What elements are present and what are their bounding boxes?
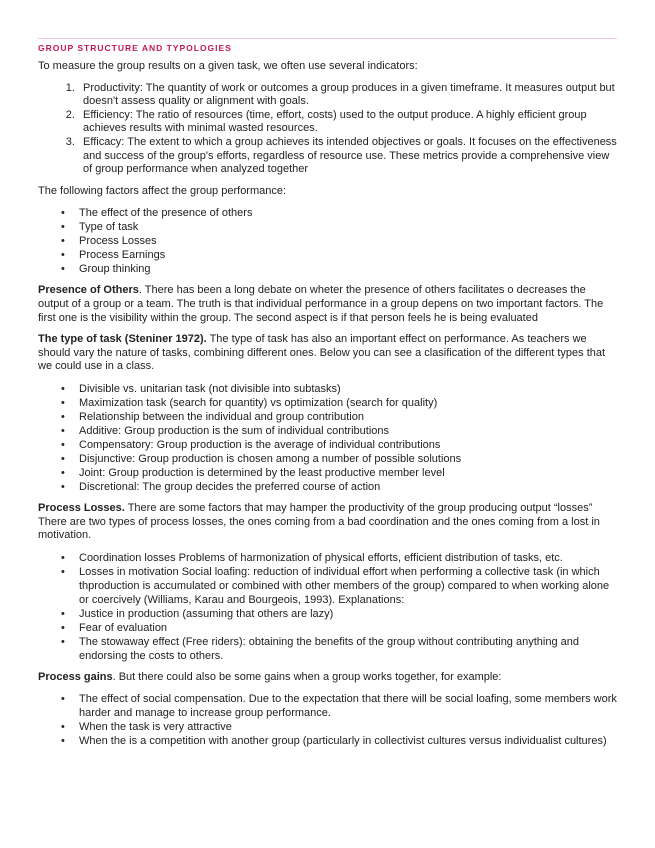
bullet-icon: • (61, 735, 65, 748)
losses-list (38, 551, 617, 663)
bullet-icon: • (61, 396, 65, 409)
bullet-icon: • (61, 207, 65, 220)
task-paragraph: The type of task (Steniner 1972). The type of task has also an important effect on performance. As teachers we should vary the nature of tasks, combining different ones. Below you can see a clasification of the different types that we could use in a class. (38, 333, 606, 373)
factors-list (38, 206, 617, 276)
gains-title: Process gains (38, 670, 113, 683)
bullet-icon: • (61, 565, 65, 578)
list-item: • Disjunctive: Group production is chosen among a number of possible solutions (61, 452, 462, 465)
list-item: • Group thinking (61, 263, 151, 276)
bullet-icon: • (61, 452, 65, 465)
list-item: • Fear of evaluation (61, 621, 168, 634)
presence-title: Presence of Others (38, 284, 139, 297)
bullet-icon: • (61, 221, 65, 234)
bullet-icon: • (61, 721, 65, 734)
list-item: • Coordination losses Problems of harmonization of physical efforts, efficient distribution of tasks, etc. (61, 551, 563, 564)
bullet-icon: • (61, 263, 65, 276)
bullet-icon: • (61, 235, 65, 248)
list-item: • Compensatory: Group production is the average of individual contributions (61, 438, 441, 451)
bullet-icon: • (61, 607, 65, 620)
bullet-icon: • (61, 466, 65, 479)
bullet-icon: • (61, 249, 65, 262)
bullet-icon: • (61, 635, 65, 648)
list-item: • Joint: Group production is determined by the least productive member level (61, 466, 445, 479)
list-item: • Type of task (61, 221, 139, 234)
list-item: • Divisible vs. unitarian task (not divisible into subtasks) (61, 382, 341, 395)
list-item: • Additive: Group production is the sum of individual contributions (61, 424, 390, 437)
gains-list (38, 692, 617, 748)
indicator-item: 2. Efficiency: The ratio of resources (time, effort, costs) used to the output produce. A highly efficient group achieves results with minimal wasted resources. (78, 109, 617, 136)
task-title: The type of task (Steniner 1972). (38, 333, 207, 346)
list-item: • Maximization task (search for quantity) vs optimization (search for quality) (61, 396, 438, 409)
indicator-item: 1. Productivity: The quantity of work or outcomes a group produces in a given timeframe. It measures output but doesn't assess quality or alignment with goals. (78, 82, 617, 109)
bullet-icon: • (61, 438, 65, 451)
bullet-icon: • (61, 621, 65, 634)
list-item: • Process Earnings (61, 249, 166, 262)
list-item: • When the is a competition with another group (particularly in collectivist cultures versus individualist cultures) (61, 735, 607, 748)
indicators-list (38, 82, 617, 177)
list-item: • The effect of social compensation. Due to the expectation that there will be social loafing, some members work harder and manage to increase group performance. (61, 693, 617, 720)
top-rule (38, 38, 617, 39)
task-types-list (38, 382, 617, 494)
list-item: • Justice in production (assuming that others are lazy) (61, 607, 334, 620)
list-item: • When the task is very attractive (61, 721, 232, 734)
list-item: • Process Losses (61, 235, 157, 248)
losses-paragraph: Process Losses. There are some factors that may hamper the productivity of the group producing output “losses” There are two types of process losses, the ones coming from a bad coordination and the ones coming from a lost in motivation. (38, 501, 600, 542)
indicator-item: 3. Efficacy: The extent to which a group achieves its intended objectives or goals. It focuses on the effectiveness and success of the group's efforts, regardless of resource use. These metrics provide a comprehensive view of group performance when analyzed together (78, 136, 617, 177)
presence-paragraph: Presence of Others. There has been a long debate on wheter the presence of others facilitates o decreases the output of a group or a team. The truth is that individual performance in a group depens on two important factors. The first one is the visibility within the group. The second aspect is if that person feels he is being evaluated (38, 284, 604, 324)
list-item: • The effect of the presence of others (61, 207, 253, 220)
bullet-icon: • (61, 410, 65, 423)
gains-paragraph: Process gains. But there could also be some gains when a group works together, for example: (38, 670, 502, 683)
list-item: • Losses in motivation Social loafing: reduction of individual effort when performing a collective task (in which thproduction is accumulated or combined with other members of the group) compared to when working alone or coercively (Williams, Karau and Bourgeois, 1993). Explanations: (61, 565, 610, 606)
losses-title: Process Losses. (38, 501, 125, 514)
bullet-icon: • (61, 693, 65, 706)
list-item: • The stowaway effect (Free riders): obtaining the benefits of the group without contributing anything and endorsing the costs to others. (61, 635, 579, 662)
intro-paragraph: To measure the group results on a given task, we often use several indicators: (38, 60, 418, 72)
bullet-icon: • (61, 382, 65, 395)
list-item: • Relationship between the individual and group contribution (61, 410, 364, 423)
bullet-icon: • (61, 480, 65, 493)
bullet-icon: • (61, 551, 65, 564)
section-heading: GROUP STRUCTURE AND TYPOLOGIES (38, 43, 232, 53)
bullet-icon: • (61, 424, 65, 437)
factors-intro: The following factors affect the group performance: (38, 184, 287, 197)
list-item: • Discretional: The group decides the preferred course of action (61, 480, 381, 493)
